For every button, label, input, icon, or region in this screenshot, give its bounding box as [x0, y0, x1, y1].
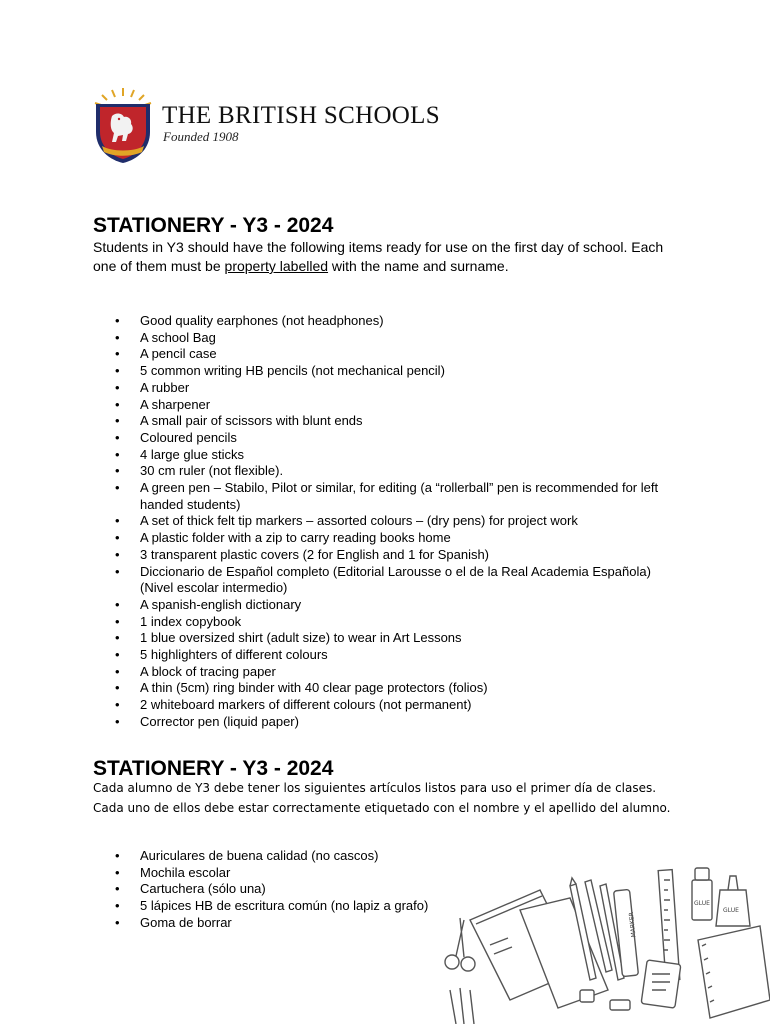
pen-icon [450, 988, 474, 1024]
list-item: • A spanish-english dictionary [112, 597, 672, 614]
list-item: • Good quality earphones (not headphones) [112, 313, 672, 330]
section-title-spanish: STATIONERY - Y3 - 2024 [93, 757, 334, 780]
list-item: • Auriculares de buena calidad (no cascos) [112, 848, 672, 865]
glue-label-2: GLUE [723, 907, 739, 914]
intro-english-underlined: property labelled [224, 258, 329, 274]
marker-label: MARKER [627, 911, 638, 938]
sharpener-icon [580, 990, 594, 1002]
list-item: • A pencil case [112, 346, 672, 363]
eraser-icon [610, 1000, 630, 1010]
stationery-list-english [112, 313, 672, 731]
list-item: • 5 lápices HB de escritura común (no lapiz a grafo) [112, 898, 672, 915]
spiral-notebook-icon [698, 926, 770, 1018]
list-item: • 3 transparent plastic covers (2 for English and 1 for Spanish) [112, 547, 672, 564]
list-item: • A set of thick felt tip markers – assorted colours – (dry pens) for project work [112, 513, 672, 530]
list-item: • A small pair of scissors with blunt ends [112, 413, 672, 430]
section-title-english: STATIONERY - Y3 - 2024 [93, 214, 334, 237]
list-item: • Cartuchera (sólo una) [112, 881, 672, 898]
list-item: • A school Bag [112, 330, 672, 347]
glue-bottle-icon [716, 876, 750, 926]
list-item: • Corrector pen (liquid paper) [112, 714, 672, 731]
list-item: • A plastic folder with a zip to carry reading books home [112, 530, 672, 547]
list-item: • 4 large glue sticks [112, 447, 672, 464]
list-item: • A sharpener [112, 397, 672, 414]
list-item: • A thin (5cm) ring binder with 40 clear page protectors (folios) [112, 680, 672, 697]
list-item: • 1 blue oversized shirt (adult size) to wear in Art Lessons [112, 630, 672, 647]
list-item: • 5 common writing HB pencils (not mechanical pencil) [112, 363, 672, 380]
founded-label: Founded 1908 [163, 129, 239, 144]
intro-english [93, 238, 673, 276]
list-item: • Mochila escolar [112, 865, 672, 882]
glue-label: GLUE [694, 900, 710, 907]
list-item: • Coloured pencils [112, 430, 672, 447]
school-logo [92, 86, 472, 166]
intro-english-text-1: Students in Y3 should have the following items ready for use on the first day of school. Each one of them must be [93, 239, 664, 274]
list-item: • 5 highlighters of different colours [112, 647, 672, 664]
list-item: • A block of tracing paper [112, 664, 672, 681]
glue-stick-icon [692, 868, 712, 920]
small-notebook-icon [641, 960, 681, 1008]
list-item: • A green pen – Stabilo, Pilot or similar, for editing (a “rollerball” pen is recommended for left handed students) [112, 480, 672, 513]
scissors-icon [445, 918, 475, 971]
intro-spanish: Cada alumno de Y3 debe tener los siguientes artículos listos para uso el primer día de clases. Cada uno de ellos debe estar correctamente etiquetado con el nombre y el apellido del alumno. [93, 781, 671, 815]
list-item: • 30 cm ruler (not flexible). [112, 463, 672, 480]
list-item: • A rubber [112, 380, 672, 397]
school-crest-icon [92, 86, 154, 164]
list-item: • 2 whiteboard markers of different colours (not permanent) [112, 697, 672, 714]
school-name: THE BRITISH SCHOOLS [162, 102, 440, 129]
stationery-illustration [430, 850, 770, 1024]
list-item: • 1 index copybook [112, 614, 672, 631]
list-item: • Goma de borrar [112, 915, 672, 932]
intro-english-text-2: with the name and surname. [328, 258, 509, 274]
list-item: • Diccionario de Español completo (Editorial Larousse o el de la Real Academia Española) (Nivel escolar intermedio) [112, 564, 672, 597]
